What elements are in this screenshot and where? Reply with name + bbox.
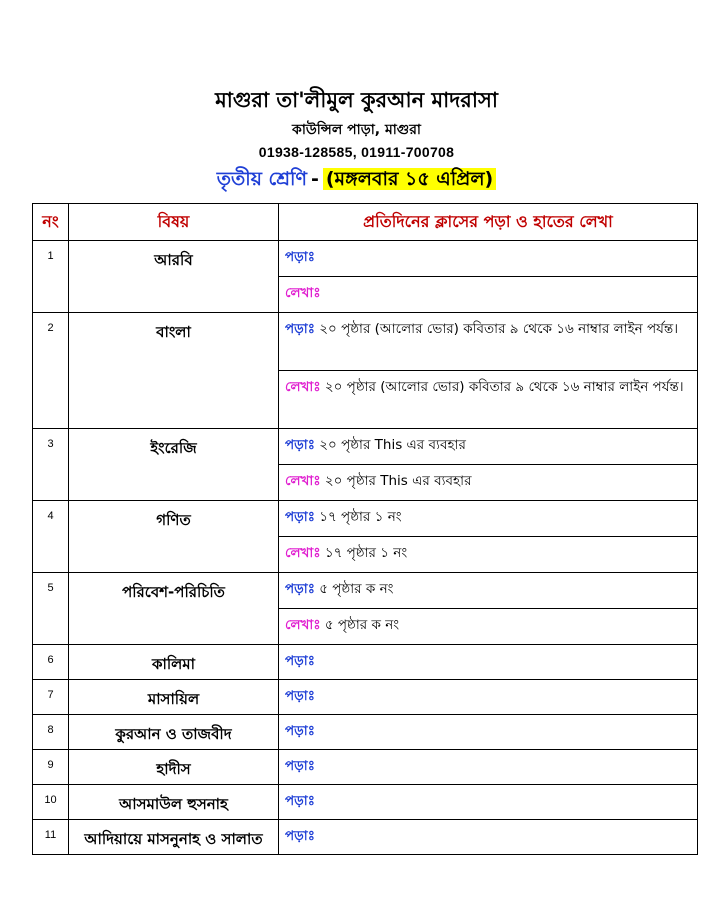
row-number: 11: [33, 820, 69, 855]
subject-name: আদিয়ায়ে মাসনুনাহ ও সালাত: [69, 820, 279, 855]
subject-name: বাংলা: [69, 313, 279, 429]
table-row: [33, 241, 698, 277]
write-text: ১৭ পৃষ্ঠার ১ নং: [324, 545, 408, 561]
date-highlight: (মঙ্গলবার ১৫ এপ্রিল): [323, 168, 496, 190]
table-row: [33, 429, 698, 465]
write-task: [279, 465, 698, 501]
row-number: 3: [33, 429, 69, 501]
write-label: লেখাঃ: [285, 285, 321, 301]
read-label: পড়াঃ: [285, 828, 315, 844]
read-task: [279, 313, 698, 371]
read-label: পড়াঃ: [285, 321, 315, 337]
read-text: ২০ পৃষ্ঠার This এর ব্যবহার: [319, 437, 466, 453]
read-label: পড়াঃ: [285, 249, 315, 265]
header-subject: বিষয়: [69, 204, 279, 241]
table-row: [33, 750, 698, 785]
subject-name: পরিবেশ-পরিচিতি: [69, 573, 279, 645]
table-row: [33, 501, 698, 537]
write-task: [279, 371, 698, 429]
lesson-table: [32, 203, 698, 855]
table-header-row: [33, 204, 698, 241]
table-row: [33, 313, 698, 371]
header-task: প্রতিদিনের ক্লাসের পড়া ও হাতের লেখা: [279, 204, 698, 241]
read-text: ১৭ পৃষ্ঠার ১ নং: [319, 509, 402, 525]
read-label: পড়াঃ: [285, 758, 315, 774]
row-number: 9: [33, 750, 69, 785]
write-task: [279, 609, 698, 645]
table-row: [33, 680, 698, 715]
write-task: [279, 537, 698, 573]
table-row: [33, 645, 698, 680]
read-label: পড়াঃ: [285, 509, 315, 525]
class-date-line: [0, 165, 713, 197]
read-label: পড়াঃ: [285, 581, 315, 597]
write-task: [279, 277, 698, 313]
read-task: [279, 573, 698, 609]
subject-name: কুরআন ও তাজবীদ: [69, 715, 279, 750]
header-no: নং: [33, 204, 69, 241]
read-text: ২০ পৃষ্ঠার (আলোর ভোর) কবিতার ৯ থেকে ১৬ নাম্বার লাইন পর্যন্ত।: [319, 321, 679, 337]
row-number: 4: [33, 501, 69, 573]
table-row: [33, 573, 698, 609]
row-number: 7: [33, 680, 69, 715]
read-task: [279, 429, 698, 465]
row-number: 2: [33, 313, 69, 429]
subject-name: কালিমা: [69, 645, 279, 680]
read-task: [279, 645, 698, 680]
phone-numbers: 01938-128585, 01911-700708: [258, 144, 455, 160]
write-text: ২০ পৃষ্ঠার (আলোর ভোর) কবিতার ৯ থেকে ১৬ নাম্বার লাইন পর্যন্ত।: [324, 379, 684, 395]
subject-name: মাসায়িল: [69, 680, 279, 715]
read-label: পড়াঃ: [285, 793, 315, 809]
institution-address: কাউন্সিল পাড়া, মাগুরা: [292, 122, 421, 138]
row-number: 10: [33, 785, 69, 820]
row-number: 1: [33, 241, 69, 313]
write-label: লেখাঃ: [285, 379, 321, 395]
read-task: [279, 715, 698, 750]
read-task: [279, 820, 698, 855]
read-task: [279, 680, 698, 715]
institution-name: মাগুরা তা'লীমুল কুরআন মাদরাসা: [215, 88, 498, 112]
read-text: ৫ পৃষ্ঠার ক নং: [319, 581, 394, 597]
table-row: [33, 785, 698, 820]
read-task: [279, 785, 698, 820]
subject-name: আরবি: [69, 241, 279, 313]
subject-name: আসমাউল হুসনাহ: [69, 785, 279, 820]
write-label: লেখাঃ: [285, 545, 321, 561]
row-number: 5: [33, 573, 69, 645]
read-label: পড়াঃ: [285, 437, 315, 453]
read-task: [279, 241, 698, 277]
table-row: [33, 820, 698, 855]
write-text: ৫ পৃষ্ঠার ক নং: [324, 617, 400, 633]
read-label: পড়াঃ: [285, 688, 315, 704]
subject-name: গণিত: [69, 501, 279, 573]
row-number: 6: [33, 645, 69, 680]
write-text: ২০ পৃষ্ঠার This এর ব্যবহার: [324, 473, 472, 489]
subject-name: হাদীস: [69, 750, 279, 785]
table-row: [33, 715, 698, 750]
separator: -: [310, 168, 319, 190]
read-label: পড়াঃ: [285, 723, 315, 739]
read-task: [279, 501, 698, 537]
write-label: লেখাঃ: [285, 473, 321, 489]
write-label: লেখাঃ: [285, 617, 321, 633]
read-label: পড়াঃ: [285, 653, 315, 669]
row-number: 8: [33, 715, 69, 750]
subject-name: ইংরেজি: [69, 429, 279, 501]
read-task: [279, 750, 698, 785]
class-name: তৃতীয় শ্রেণি: [216, 168, 307, 190]
